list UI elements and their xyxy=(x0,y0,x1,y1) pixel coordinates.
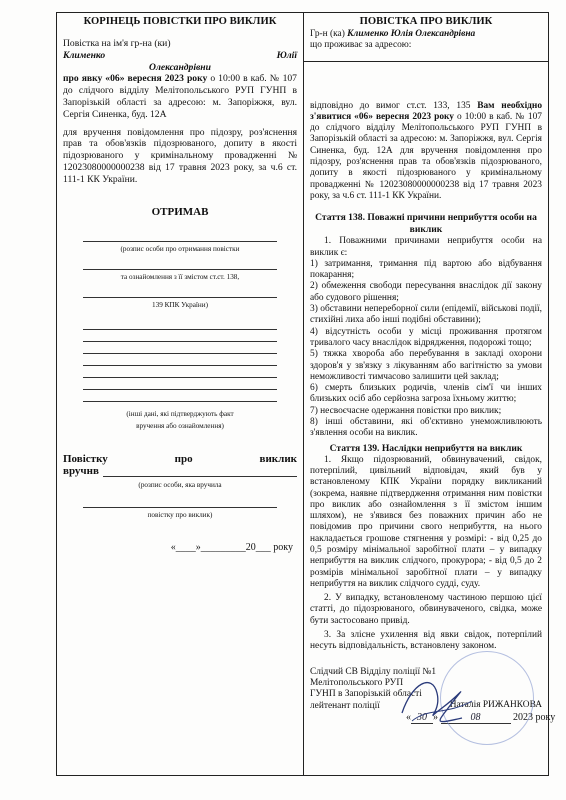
summons-body xyxy=(310,101,542,203)
served-note-1: (розпис особи, яка вручила xyxy=(138,481,222,490)
addressee-name: Клименко Юлія Олександрівна xyxy=(347,29,476,39)
received-title: ОТРИМАВ xyxy=(151,205,209,218)
article-138-title: Стаття 138. Поважні причини неприбуття особи на виклик xyxy=(315,212,537,236)
served-label-b: вручнв xyxy=(63,464,99,477)
date-month: 08 xyxy=(441,712,511,724)
other-data-line-2[interactable] xyxy=(83,330,277,342)
other-data-line-1[interactable] xyxy=(83,318,277,330)
other-data-line-5[interactable] xyxy=(83,366,277,378)
received-note-2: та ознайомлення з її змістом ст.ст. 138, xyxy=(120,272,240,281)
article-138-list xyxy=(310,236,542,439)
stub-column xyxy=(63,13,297,554)
summons-title: ПОВІСТКА ПРО ВИКЛИК xyxy=(359,16,493,27)
signature-block xyxy=(310,666,556,737)
summons-column xyxy=(310,13,556,737)
address-label: що проживає за адресою: xyxy=(310,40,412,51)
article-138-item: 5) тяжка хвороба або перебування в закладі охорони здоров'я у зв'язку з лікуванням або вагітністю за умови неможливості тимчасово залишити цей заклад; xyxy=(310,349,542,382)
summons-basis: відповідно до вимог ст.ст. 133, 135 xyxy=(310,100,471,111)
received-signature-line[interactable] xyxy=(83,230,277,242)
stub-date-line: «____»_________20___ року xyxy=(170,542,293,554)
signer-position-2: Мелітопольського РУП xyxy=(310,677,404,688)
stub-to-line: Повістка на ім'я гр-на (ки) xyxy=(63,38,171,49)
summons-appear: Вам необхідно з'явитися «06» вересня 2023 року xyxy=(310,100,543,122)
other-data-line-7[interactable] xyxy=(83,390,277,402)
article-138-item: 7) несвоєчасне одержання повістки про виклик; xyxy=(310,405,502,416)
signer-position-1: Слідчий СВ Відділу поліції №1 xyxy=(310,666,437,677)
article-138-item: 1. Поважними причинами неприбуття особи на виклик є: xyxy=(310,236,542,258)
other-data-line-4[interactable] xyxy=(83,354,277,366)
article-138-item: 3) обставини непереборної сили (епідемії, військові події, стихійні лиха або інші подібні обставини); xyxy=(310,304,542,326)
stub-appointment-place: о 10:00 в каб. № 107 до слідчого відділу Мелітопольського РУП ГУНП в Запорізькій області за адресою: м. Запоріжжя, вул. Сергія Синенка, буд. 12А xyxy=(63,73,297,120)
addressee-label: Гр-н (ка) xyxy=(310,29,345,39)
served-row xyxy=(63,466,297,478)
article-139-p1: 1. Якщо підозрюваний, обвинувачений, свідок, потерпілий, цивільний відповідач, який був у встановленому КПК України порядку викликаний (зокрема, наявне підтвердження отримання ним повістки про виклик або ознайомлення з її змістом іншим шляхом), не з'явився без поважних причин або не повідомив про причини свого неприбуття, на нього накладається грошове стягнення у розмірі: - від 0,25 до 0,5 розміру мінімальної заробітної плати – у випадку неприбуття на виклик слідчого, прокурора; - від 0,5 до 2 розмірів мінімальної заробітної плати – у випадку неприбуття на виклик слідчого судді, суду. xyxy=(310,454,542,589)
received-note-1: (розпис особи про отримання повістки xyxy=(120,244,240,253)
served-line-2[interactable] xyxy=(83,496,277,508)
signature-date: « 30 » 08 2023 року xyxy=(406,711,556,723)
served-label-a: Повістку про виклик xyxy=(63,452,297,465)
received-line-3[interactable] xyxy=(83,286,277,298)
received-note-3: 139 КПК України) xyxy=(152,300,208,309)
stub-name-1: Клименко Юлії xyxy=(63,49,297,61)
article-138-item: 8) інші обставини, які об'єктивно унеможливлюють з'явлення особи на виклик. xyxy=(310,417,542,439)
served-signature-line[interactable] xyxy=(103,466,297,477)
addressee-line xyxy=(310,29,542,40)
article-138-item: 2) обмеження свободи пересування внаслідок дії закону або судового рішення; xyxy=(310,281,542,303)
signer-name: Наталія РИЖАНКОВА xyxy=(449,699,542,710)
column-divider xyxy=(303,13,304,775)
stub-title: КОРІНЕЦЬ ПОВІСТКИ ПРО ВИКЛИК xyxy=(83,16,277,27)
stub-appointment-date: про явку «06» вересня 2023 року xyxy=(63,73,208,85)
article-138-item: 1) затримання, тримання під вартою або відбування покарання; xyxy=(310,258,542,281)
document-frame xyxy=(56,12,556,776)
other-data-note-2: вручення або ознайомлення) xyxy=(136,421,224,430)
handwritten-signature xyxy=(392,663,482,733)
article-138-item: 4) відсутність особи у місці проживання протягом тривалого часу внаслідок відрядження, подорожі тощо; xyxy=(310,326,542,348)
date-year: 2023 року xyxy=(513,711,556,723)
article-139-p3: 3. За злісне ухилення від явки свідок, потерпілий несуть відповідальність, встановлену законом. xyxy=(310,630,542,652)
served-note-2: повістку про виклик) xyxy=(147,511,213,520)
date-day: 30 xyxy=(411,712,433,724)
other-data-note-1: (інші дані, які підтверджують факт xyxy=(126,409,234,418)
stub-name-2: Олександрівни xyxy=(149,61,211,73)
received-line-2[interactable] xyxy=(83,258,277,270)
stub-appointment xyxy=(63,73,297,120)
summons-details: о 10:00 в каб. № 107 до слідчого відділу Мелітопольського РУП ГУНП в Запорізькій області за адресою: м. Запоріжжя, вул. Сергія Синенка, буд. 12А для вручення повідомлення про підозру, роз'яснення прав та обов'язків підозрюваного, допиту в якості підозрюваного у кримінальному провадженні № 12023080000000238 від 17 травня 2023 року, за ч.6 ст. 111-1 КК України. xyxy=(310,111,542,201)
other-data-line-3[interactable] xyxy=(83,342,277,354)
article-139-p2: 2. У випадку, встановленому частиною першою цієї статті, до підозрюваного, обвинуваченого, свідка, може бути застосовано привід. xyxy=(310,593,542,626)
article-139-title: Стаття 139. Наслідки неприбуття на виклик xyxy=(329,442,523,454)
other-data-line-6[interactable] xyxy=(83,378,277,390)
signer-position-3: ГУНП в Запорізькій області xyxy=(310,689,422,700)
signer-rank: лейтенант поліції xyxy=(310,700,380,711)
stub-purpose: для вручення повідомлення про підозру, роз'яснення прав та обов'язків підозрюваного, допиту в якості підозрюваного у кримінальному провадженні № 12023080000000238 від 17 травня 2023 року, за ч.6 ст. 111-1 КК України. xyxy=(63,126,297,185)
article-138-item: 6) смерть близьких родичів, членів сім'ї чи інших близьких осіб або серйозна загроза їхньому життю; xyxy=(310,383,542,405)
